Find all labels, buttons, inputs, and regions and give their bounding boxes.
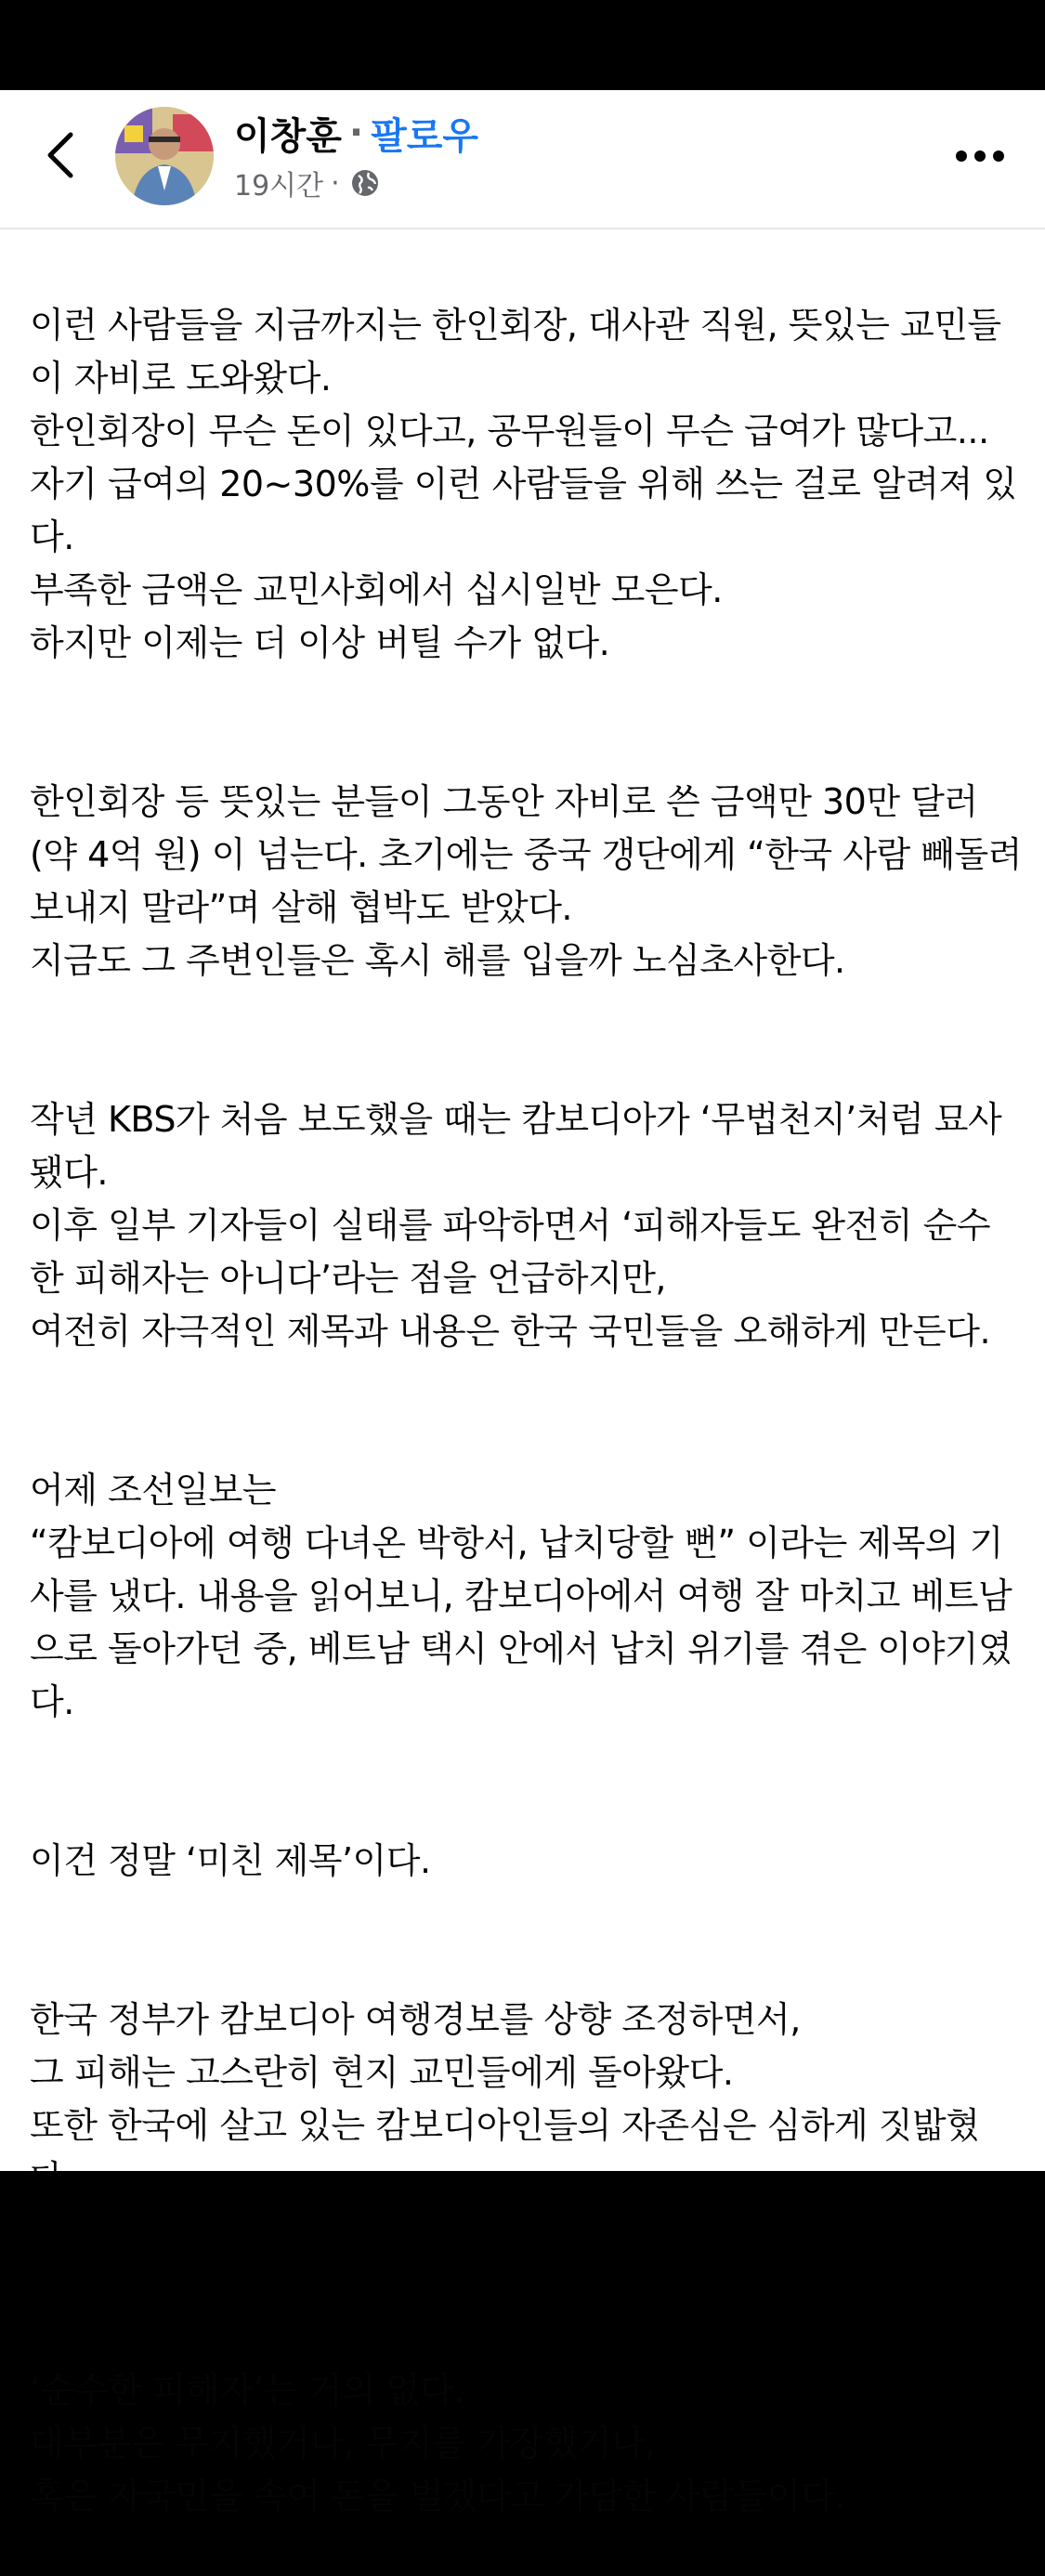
author-separator: · <box>348 111 364 154</box>
chevron-left-icon <box>46 131 74 179</box>
post-paragraph: 한인회장 등 뜻있는 분들이 그동안 자비로 쓴 금액만 30만 달러(약 4억 원) 이 넘는다. 초기에는 중국 갱단에게 “한국 사람 빼돌려 보내지 말라”며 살해 협박도 받았다. 지금도 그 주변인들은 혹시 해를 입을까 노심초사한다. <box>30 781 1022 981</box>
globe-icon <box>349 167 381 199</box>
back-button[interactable] <box>37 127 84 183</box>
author-line <box>234 109 478 157</box>
bottom-bar <box>0 2171 1045 2263</box>
post-paragraph: 한국 정부가 캄보디아 여행경보를 상향 조정하면서, 그 피해는 고스란히 현지 교민들에게 돌아왔다. 또한 한국에 살고 있는 캄보디아인들의 자존심은 심하게 짓밟혔 <box>30 1999 980 2146</box>
author-name[interactable]: 이창훈 <box>234 114 342 158</box>
post-paragraph: 이런 사람들을 지금까지는 한인회장, 대사관 직원, 뜻있는 교민들이 자비로 도와왔다. 한인회장이 무슨 돈이 있다고, 공무원들이 무슨 급여가 많다고... 자기 급여의 20~30%를 이런 사람들을 위해 쓰는 걸로 알려져 있다. 부족한 금액은 교민사회에서 십시일반 모은다. 하지만 이제는 더 이상 버틸 수가 없다. <box>30 305 1017 663</box>
post-paragraph: ‘순수한 피해자’는 거의 없다. 대부분은 무지했거나, 무지를 가장했거나, 혹은 자국민을 속여 돈을 벌겠다고 가담한 사람들이다. <box>30 2370 845 2517</box>
post-paragraph: 어제 조선일보는 “캄보디아에 여행 다녀온 박항서, 납치당할 뻔” 이라는 제목의 기사를 냈다. 내용을 읽어보니, 캄보디아에서 여행 잘 마치고 베트남으로 돌아가던 중, 베트남 택시 안에서 납치 위기를 겪은 이야기였다. <box>30 1470 1012 1722</box>
meta-separator: · <box>331 166 340 200</box>
avatar[interactable] <box>115 107 214 205</box>
post-meta <box>234 164 381 202</box>
follow-button[interactable]: 팔로우 <box>371 114 479 158</box>
post-paragraph: 이건 정말 ‘미친 제목’이다. <box>30 1840 431 1881</box>
post-header <box>0 90 1045 229</box>
more-horizontal-icon <box>955 150 1005 163</box>
status-bar <box>0 0 1045 90</box>
post-paragraph: 작년 KBS가 처음 보도했을 때는 캄보디아가 ‘무법천지’처럼 묘사됐다. 이후 일부 기자들이 실태를 파악하면서 ‘피해자들도 완전히 순수한 피해자는 아니다’라는 점을 언급하지만, 여전히 자극적인 제목과 내용은 한국 국민들을 오해하게 만든다. <box>30 1099 1002 1352</box>
more-options-button[interactable] <box>952 133 1008 179</box>
avatar-image <box>115 107 214 205</box>
post-time[interactable]: 19시간 <box>234 170 324 203</box>
post-card <box>0 90 1045 2517</box>
